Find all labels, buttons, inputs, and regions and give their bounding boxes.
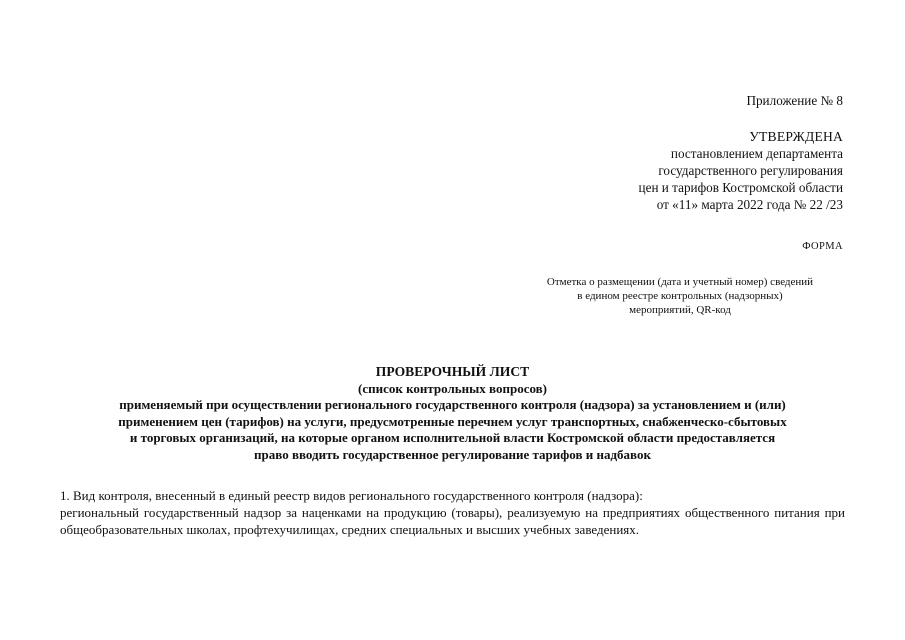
heading-line: право вводить государственное регулирование тарифов и надбавок: [254, 446, 651, 462]
approval-line: постановлением департамента: [670, 146, 843, 161]
approval-line: цен и тарифов Костромской области: [638, 180, 843, 195]
heading-line: и торговых организаций, на которые органом исполнительной власти Костромской области предоставляется: [129, 430, 776, 445]
section-control-type: [60, 487, 845, 538]
registry-placement-note: [515, 275, 845, 317]
placement-note-line: мероприятий, QR-код: [629, 304, 731, 316]
approval-date-line: от «11» марта 2022 года № 22 /23: [656, 197, 843, 212]
section-body: региональный государственный надзор за наценками на продукцию (товары), реализуемую на предприятиях общественного питания при общеобразовательных школах, профтехучилищах, средних специальных и высших учебных заведениях.: [60, 505, 845, 537]
approval-block: [639, 128, 843, 213]
approval-line: государственного регулирования: [658, 163, 843, 178]
heading-line: применением цен (тарифов) на услуги, предусмотренные перечнем услуг транспортных, снабженческо-сбытовых: [118, 413, 787, 429]
placement-note-line: в едином реестре контрольных (надзорных): [577, 290, 783, 302]
form-label: ФОРМА: [802, 241, 843, 252]
placement-note-line: Отметка о размещении (дата и учетный номер) сведений: [546, 276, 814, 288]
checklist-heading: [40, 364, 865, 463]
checklist-title: ПРОВЕРОЧНЫЙ ЛИСТ: [375, 364, 530, 379]
heading-line: применяемый при осуществлении регионального государственного контроля (надзора) за установлением и (или): [119, 397, 786, 412]
appendix-number: Приложение № 8: [746, 93, 843, 108]
approval-title: УТВЕРЖДЕНА: [749, 129, 843, 144]
checklist-subtitle: (список контрольных вопросов): [357, 380, 547, 396]
section-lead: 1. Вид контроля, внесенный в единый реестр видов регионального государственного контроля (надзора):: [60, 488, 643, 503]
